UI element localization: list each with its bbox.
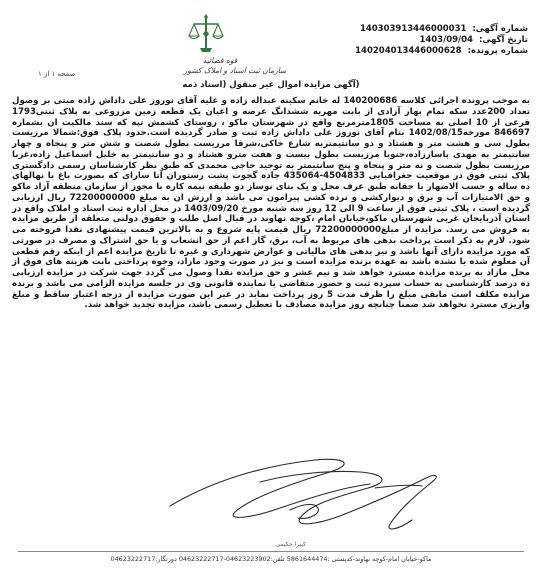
meta-row-notice-date [318,35,528,46]
meta-row-notice-number [318,24,528,35]
footer-divider [18,551,524,552]
handwritten-signature [140,448,460,538]
meta-label: شماره آگهی: [472,24,528,34]
meta-row-case-number [318,46,528,57]
notice-title: (آگهی مزایده اموال غیر منقول (اسناد ذمه [182,80,360,90]
notice-body-paragraph: به موجب پرونده اجرائی کلاسه 140200686 له خانم سکینه عبداله زاده و علیه آقای نوروز علی داداش زاده مبنی بر وصول تعداد 200عدد سکه تمام بهار آزادی از بابت مهریه ششدانگ عرصه و اعیان یک قطعه زمین مزروعی به پلاک ثبتی1793 فرعی از 10 اصلی به مساحت 1805مترمربع واقع در شهرستان ماکو ، روستای کشمش تپه که سند مالکیت ان بشماره 846697 مورخه1402/08/15 بنام آقای نوروز علی داداش زاده ثبت و صادر گردیده است.حدود پلاک فوق:شمالا مرزیست بطول سی و هشت متر و هشتاد و دو سانتیمتربه شارع خاکی،شرقا مرزیست بطول شصت و شش متر و پنجاه و چهار سانتیمتر به مهدی پاسارزاده،جنوبا مرزیست بطول بیست و هفت مترو هشتاد و دو سانتیمتر به خلیل اسماعیل زاده،غربا مرزیست بطول شصت و نه متر و پنجاه و پنج سانتیمتر به توحید حاجی محمدی که طبق نظر کارشناسان رسمی دادگستری پلاک ثبتی فوق در موقعیت جغرافیایی 4504833-435064 جاده گجوت پشت رستوران آتا سارای که بصورت باغ با نهالهای ده ساله و حسب الاضهار با حقابه طبق عرف محل و یک بنای نوساز دو طبقه نیمه کاره با مجوز از سازمان منطقه آزاد ماکو و حق الامتیازات آب و برق و دیوارکشی و نرده کشی پیرامون می باشد و ارزش ان به مبلغ 72200000000 ریال ارزیابی گردیده است ، پلاک ثبتی فوق از ساعت 9 الی 12 روز سه شنبه مورخ 1403/09/20 در محل اداره ثبت اسناد و املاک واقع در استان آذربایجان غربی شهرستان ماکو،خیابان امام ،کوچه نهاوند در قبال اصل طلب و حقوق دولتی متعلقه از طریق مزایده به فروش می رسد. مزایده از مبلغ72200000000 ریال قیمت پایه شروع و به بالاترین قیمت پیشنهادی نقدا فروخته می شود. لازم به ذکر است پرداخت بدهی های مربوط به آب، برق، گاز اعم از حق انشعاب و یا حق اشتراک و مصرف در صورتی که مورد مزایده دارای آنها باشد و نیز بدهی های مالیاتی و عوارض شهرداری و غیره تا تاریخ مزایده اعم از اینکه رقم قطعی آن معلوم شده یا نشده باشد به عهده برنده مزایده است و نیز در صورت وجود مازاد، وجوه پرداختی بابت هزینه های فوق از محل مازاد به برنده مزایده مسترد خواهد شد و نیم عشر و حق مزایده نقدا وصول می گردد جهت شرکت در مزایده ارزیابی ده درصد کارشناسی به حساب سپرده ثبت و حضور متقاضی یا نماینده قانونی وی در جلسه مزایده الزامی می باشد و برنده مزایده مکلف است مابقی مبلغ را ظرف مدت 5 روز پرداخت نماید در غیر این صورت مزایده از درجه اعتبار ساقط و مبلغ واریزی مسترد نخواهد شد ضمنا چنانچه روز مزایده مصادف با تعطیل رسمی باشد، مزایده تجدید خواهد شد. [11,96,531,311]
registration-org-name: سازمان ثبت اسناد و املاک کشور [183,66,287,75]
meta-value: 140204013446000628 [355,46,462,56]
signer-name: کبیرا حکیمی [275,541,306,548]
judiciary-name: قوه قضائیه [202,56,238,65]
meta-value: 140303913446000031 [359,24,467,34]
meta-label: تاریخ آگهی: [478,35,528,45]
judiciary-emblem-icon [186,12,226,58]
meta-label: شماره پرونده: [467,46,528,56]
organization-names [150,56,290,76]
footer-address: ماکو-خیابان امام-کوچه نهاوند-کدپستی :5861644474 تلفن:04623223902-04623222717 دورنگار:04623222717 [110,555,432,563]
meta-value: 1403/09/04 [419,35,473,45]
notice-body [12,96,530,311]
page-number: صفحه ۱ از ۱ [38,70,76,78]
notice-meta [318,24,528,57]
